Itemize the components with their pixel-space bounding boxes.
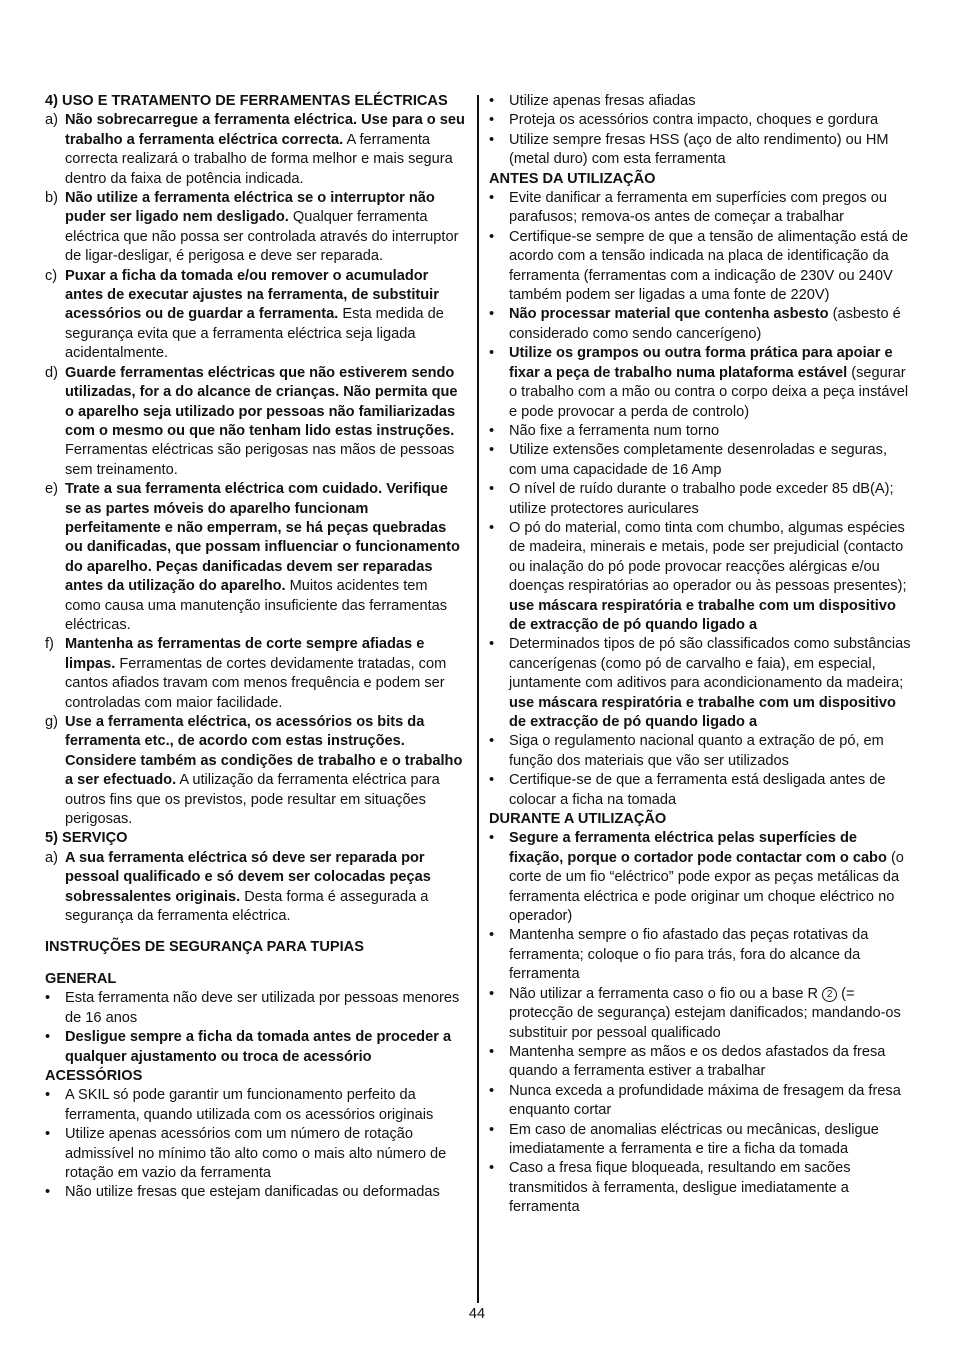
list-item: • O nível de ruído durante o trabalho pode exceder 85 dB(A); utilize protectores auriculares	[489, 480, 915, 519]
list-item: • Certifique-se de que a ferramenta está desligada antes de colocar a ficha na tomada	[489, 771, 915, 810]
list-item: • Não processar material que contenha asbesto (asbesto é considerado como sendo cancerígeno)	[489, 305, 915, 344]
list-item: • Determinados tipos de pó são classificados como substâncias cancerígenas (como pó de carvalho e faia), em especial, juntamente com aditivos para acondicionamento da madeira; use máscara respiratória e trabalhe com um dispositivo de extracção de pó quando ligado a	[489, 635, 915, 732]
list-item: d) Guarde ferramentas eléctricas que não estiverem sendo utilizadas, for a do alcance de crianças. Não permita que o aparelho seja utilizado por pessoas não familiarizadas com o mesmo ou que não tenham lido estas instruções. Ferramentas eléctricas são perigosas nas mãos de pessoas sem treinamento.	[45, 364, 458, 478]
circled-number-2: 2	[822, 987, 837, 1002]
list-item: • Caso a fresa fique bloqueada, resultando em sacões transmitidos à ferramenta, desligue imediatamente a ferramenta	[489, 1159, 915, 1217]
list-item: • Proteja os acessórios contra impacto, choques e gordura	[489, 111, 915, 130]
list-item: • Mantenha sempre o fio afastado das peças rotativas da ferramenta; coloque o fio para trás, fora do alcance da ferramenta	[489, 926, 915, 984]
list-item: e) Trate a sua ferramenta eléctrica com cuidado. Verifique se as partes móveis do aparelho funcionam perfeitamente e não emperram, se há peças quebradas ou danificadas, que possam influenciar o funcionamento do aparelho. Peças danificadas devem ser reparadas antes da utilização do aparelho. Muitos acidentes tem como causa uma manutenção insuficiente das ferramentas eléctricas.	[45, 481, 460, 633]
list-item: • Não utilize fresas que estejam danificadas ou deformadas	[45, 1183, 467, 1202]
antes-heading: ANTES DA UTILIZAÇÃO	[489, 170, 656, 187]
page-number: 44	[468, 1306, 486, 1322]
tupias-heading: INSTRUÇÕES DE SEGURANÇA PARA TUPIAS	[45, 939, 364, 956]
left-column	[45, 92, 467, 1203]
durante-heading: DURANTE A UTILIZAÇÃO	[489, 811, 667, 828]
list-item: • Evite danificar a ferramenta em superfícies com pregos ou parafusos; remova-os antes de começar a trabalhar	[489, 189, 915, 228]
section-5-heading: 5) SERVIÇO	[45, 830, 128, 847]
list-item: a) Não sobrecarregue a ferramenta eléctrica. Use para o seu trabalho a ferramenta eléctrica correcta. A ferramenta correcta realizará o trabalho de forma melhor e mais segura dentro da faixa de potência indicada.	[45, 112, 465, 187]
list-item: • Siga o regulamento nacional quanto a extração de pó, em função dos materiais que vão ser utilizados	[489, 732, 915, 771]
list-item: • Certifique-se sempre de que a tensão de alimentação está de acordo com a tensão indicada na placa de identificação da ferramenta (ferramentas com a indicação de 230V ou 240V também podem ser ligadas a uma fonte de 220V)	[489, 228, 915, 306]
list-item: g) Use a ferramenta eléctrica, os acessórios os bits da ferramenta etc., de acordo com estas instruções. Considere também as condições de trabalho e o trabalho a ser efectuado. A utilização da ferramenta eléctrica para outros fins que os previstos, pode resultar em situações perigosas.	[45, 714, 463, 828]
list-item: b) Não utilize a ferramenta eléctrica se o interruptor não puder ser ligado nem desligado. Qualquer ferramenta eléctrica que não possa ser controlada através do interruptor de ligar-desligar, é perigosa e deve ser reparada.	[45, 190, 459, 265]
list-item: • Não fixe a ferramenta num torno	[489, 422, 915, 441]
list-item: c) Puxar a ficha da tomada e/ou remover o acumulador antes de executar ajustes na ferramenta, de substituir acessórios ou de guardar a ferramenta. Esta medida de segurança evita que a ferramenta eléctrica seja ligada acidentalmente.	[45, 267, 444, 362]
list-item: • Utilize sempre fresas HSS (aço de alto rendimento) ou HM (metal duro) com esta ferramenta	[489, 131, 915, 170]
list-item: • Em caso de anomalias eléctricas ou mecânicas, desligue imediatamente a ferramenta e tire a ficha da tomada	[489, 1121, 915, 1160]
list-item: • Não utilizar a ferramenta caso o fio ou a base R 2 (= protecção de segurança) estejam danificados; mandando-os substituir por pessoal qualificado	[489, 985, 915, 1043]
list-item: • O pó do material, como tinta com chumbo, algumas espécies de madeira, minerais e metais, pode ser prejudicial (contacto ou inalação do pó pode provocar reacções alérgicas e/ou doenças respiratórias ao operador ou às pessoas presentes); use máscara respiratória e trabalhe com um dispositivo de extracção de pó quando ligado a	[489, 519, 915, 635]
column-divider	[477, 95, 479, 1303]
general-heading: GENERAL	[45, 970, 117, 987]
list-item: a) A sua ferramenta eléctrica só deve ser reparada por pessoal qualificado e só devem ser colocadas peças sobressalentes originais. Desta forma é assegurada a segurança da ferramenta eléctrica.	[45, 849, 431, 925]
list-item: • Utilize apenas acessórios com um número de rotação admissível no mínimo tão alto como o mais alto número de rotação em vazio da ferramenta	[45, 1125, 467, 1183]
list-item: • Desligue sempre a ficha da tomada antes de proceder a qualquer ajustamento ou troca de acessório	[45, 1028, 467, 1067]
list-item: • Utilize apenas fresas afiadas	[489, 92, 915, 111]
list-item: • Esta ferramenta não deve ser utilizada por pessoas menores de 16 anos	[45, 989, 467, 1028]
list-item: • A SKIL só pode garantir um funcionamento perfeito da ferramenta, quando utilizada com os acessórios originais	[45, 1086, 467, 1125]
list-item: • Segure a ferramenta eléctrica pelas superfícies de fixação, porque o cortador pode contactar com o cabo (o corte de um fio “eléctrico” pode expor as peças metálicas da ferramenta eléctrica e pode originar um choque eléctrico no operador)	[489, 829, 915, 926]
list-item: • Nunca exceda a profundidade máxima de fresagem da fresa enquanto cortar	[489, 1082, 915, 1121]
list-item: • Utilize extensões completamente desenroladas e seguras, com uma capacidade de 16 Amp	[489, 441, 915, 480]
right-column	[489, 92, 915, 1218]
acessorios-heading: ACESSÓRIOS	[45, 1067, 143, 1084]
list-item: • Mantenha sempre as mãos e os dedos afastados da fresa quando a ferramenta estiver a trabalhar	[489, 1043, 915, 1082]
list-item: f) Mantenha as ferramentas de corte sempre afiadas e limpas. Ferramentas de cortes devidamente tratadas, com cantos afiados travam com menos frequência e podem ser controladas com maior facilidade.	[45, 636, 447, 711]
section-4-heading: 4) USO E TRATAMENTO DE FERRAMENTAS ELÉCTRICAS	[45, 93, 448, 109]
list-item: • Utilize os grampos ou outra forma prática para apoiar e fixar a peça de trabalho numa plataforma estável (segurar o trabalho com a mão ou contra o corpo deixa a peça instável e pode provocar a perda de controlo)	[489, 344, 915, 422]
